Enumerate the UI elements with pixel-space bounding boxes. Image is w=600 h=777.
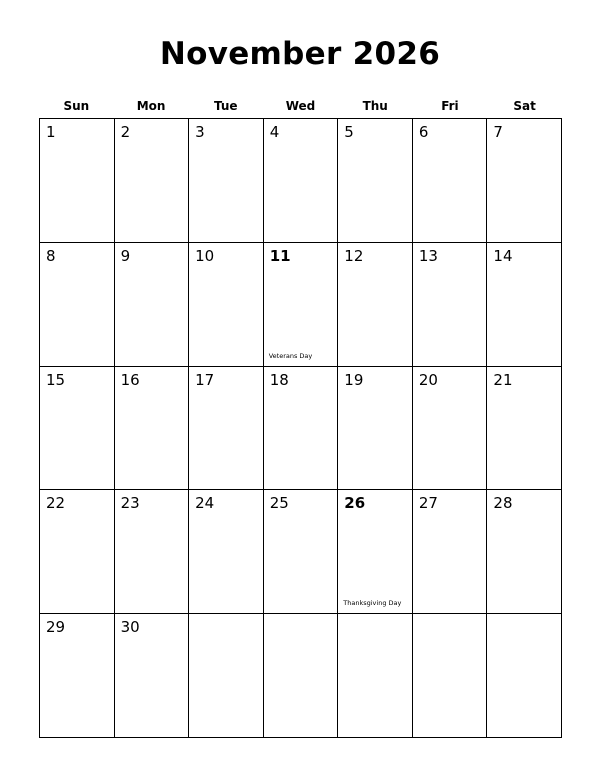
day-number: 19 [344,370,364,389]
day-cell [115,119,190,243]
day-cell [264,243,339,367]
day-number: 3 [195,123,205,141]
weekday-mon: Mon [136,99,166,113]
day-number: 21 [493,370,513,389]
day-cell [487,119,562,243]
day-number: 2 [120,123,131,141]
day-number: 4 [269,123,280,141]
calendar-title: November 2026 [159,36,441,72]
day-cell [487,243,562,367]
day-number: 28 [493,494,513,513]
day-number: 10 [195,246,215,265]
day-number: 22 [46,494,66,513]
day-cell [40,243,115,367]
weekday-tue: Tue [214,99,238,113]
day-cell [264,614,339,738]
weekday-header [39,99,562,117]
weekday-thu: Thu [362,99,388,113]
day-cell [189,119,264,243]
day-number: 23 [120,494,140,513]
weekday-sun: Sun [63,99,90,113]
day-number: 6 [418,123,429,141]
day-cell [189,367,264,491]
day-cell [264,119,339,243]
day-cell [189,490,264,614]
day-cell [413,490,488,614]
day-cell [338,119,413,243]
day-cell [115,367,190,491]
day-cell [413,614,488,738]
day-number: 11 [269,246,291,265]
day-number: 15 [46,370,66,389]
day-number: 9 [120,246,131,265]
holiday-label: Thanksgiving Day [343,599,402,608]
day-cell [40,614,115,738]
day-number: 13 [418,246,438,265]
day-cell [115,490,190,614]
day-cell [338,243,413,367]
day-cell [338,614,413,738]
day-cell [487,367,562,491]
day-cell [487,614,562,738]
day-number: 7 [493,123,503,141]
day-cell [115,243,190,367]
day-cell [413,243,488,367]
day-number: 26 [344,494,366,513]
day-cell [115,614,190,738]
day-number: 29 [46,618,66,637]
holiday-label: Veterans Day [268,351,313,360]
day-number: 12 [344,246,364,265]
day-number: 17 [195,370,215,389]
day-cell [413,367,488,491]
day-cell [189,243,264,367]
day-number: 25 [269,494,289,513]
day-cell [264,367,339,491]
day-number: 5 [344,123,354,141]
day-number: 16 [120,370,140,389]
day-number: 8 [46,246,56,265]
day-number: 1 [46,123,56,141]
day-cell [413,119,488,243]
calendar-grid [39,118,562,738]
day-number: 14 [493,246,513,265]
day-number: 30 [120,618,140,637]
weekday-wed: Wed [285,99,316,113]
weekday-fri: Fri [441,99,459,113]
day-cell [487,490,562,614]
day-cell [40,119,115,243]
day-cell [264,490,339,614]
day-cell [40,367,115,491]
day-cell [189,614,264,738]
day-number: 27 [418,494,438,513]
weekday-sat: Sat [513,99,536,113]
day-cell [338,490,413,614]
day-number: 20 [418,370,438,389]
day-number: 24 [195,494,215,513]
day-cell [40,490,115,614]
day-cell [338,367,413,491]
day-number: 18 [269,370,289,389]
